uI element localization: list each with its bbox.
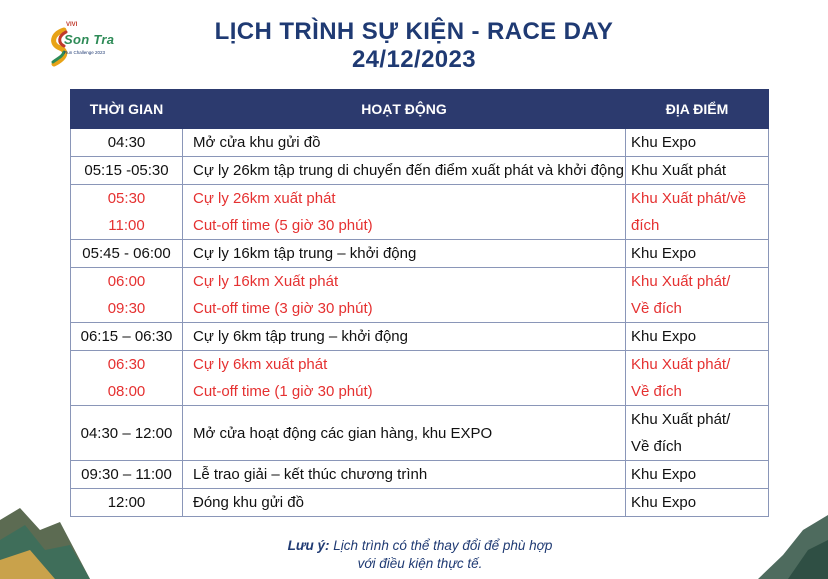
location-line1: Khu Xuất phát/về	[631, 190, 747, 207]
table-row	[71, 157, 769, 185]
location-cell: Khu Expo	[626, 240, 769, 268]
logo-brand-text: VIVI	[66, 22, 78, 28]
schedule-table	[70, 89, 769, 517]
table-row	[71, 323, 769, 351]
location-cell: Khu Xuất phát	[626, 157, 769, 185]
activity-start: Cự ly 6km xuất phát	[193, 356, 328, 373]
time-cell: 05:15 -05:30	[71, 157, 183, 185]
location-cell	[626, 351, 769, 406]
logo-wordmark: Son Tra	[64, 32, 115, 47]
table-row	[71, 129, 769, 157]
activity-start: Cự ly 26km xuất phát	[193, 190, 336, 207]
time-cell: 06:15 – 06:30	[71, 323, 183, 351]
note-line-2: với điều kiện thực tế.	[357, 556, 483, 571]
activity-cutoff: Cut-off time (3 giờ 30 phút)	[193, 300, 373, 317]
location-line2: đích	[631, 217, 660, 234]
location-cell: Khu Expo	[626, 323, 769, 351]
location-line1: Khu Xuất phát/	[631, 273, 731, 290]
mountain-decoration-right	[758, 500, 828, 579]
time-cell: 09:30 – 11:00	[71, 461, 183, 489]
time-cell	[71, 185, 183, 240]
time-cell: 04:30	[71, 129, 183, 157]
time-cell: 05:45 - 06:00	[71, 240, 183, 268]
location-cell	[626, 268, 769, 323]
time-cell	[71, 268, 183, 323]
cutoff-time: 08:00	[107, 383, 146, 400]
activity-cell: Lễ trao giải – kết thúc chương trình	[183, 461, 626, 489]
table-header-row	[71, 90, 769, 129]
activity-cell: Mở cửa khu gửi đồ	[183, 129, 626, 157]
table-row	[71, 406, 769, 461]
time-cell	[71, 351, 183, 406]
activity-cell	[183, 351, 626, 406]
location-line1: Khu Xuất phát/	[631, 356, 731, 373]
activity-cell: Mở cửa hoạt động các gian hàng, khu EXPO	[183, 406, 626, 461]
activity-cell: Cự ly 16km tập trung – khởi động	[183, 240, 626, 268]
header-activity: HOẠT ĐỘNG	[183, 90, 626, 129]
time-cell: 04:30 – 12:00	[71, 406, 183, 461]
activity-cell	[183, 268, 626, 323]
header-location: ĐỊA ĐIỂM	[626, 90, 769, 129]
location-cell: Khu Expo	[626, 129, 769, 157]
mountain-decoration-left	[0, 500, 90, 579]
start-time: 05:30	[107, 190, 146, 207]
activity-cutoff: Cut-off time (5 giờ 30 phút)	[193, 217, 373, 234]
cutoff-time: 11:00	[108, 217, 145, 234]
table-row-highlight	[71, 268, 769, 323]
activity-cutoff: Cut-off time (1 giờ 30 phút)	[193, 383, 373, 400]
note-line-1	[220, 538, 620, 553]
location-line2: Về đích	[631, 383, 682, 400]
activity-start: Cự ly 16km Xuất phát	[193, 273, 339, 290]
start-time: 06:00	[107, 273, 146, 290]
location-cell	[626, 406, 769, 461]
time-cell: 12:00	[71, 489, 183, 517]
activity-cell: Cự ly 6km tập trung – khởi động	[183, 323, 626, 351]
table-row	[71, 489, 769, 517]
location-cell	[626, 185, 769, 240]
location-line1: Khu Xuất phát/	[631, 411, 731, 428]
cutoff-time: 09:30	[107, 300, 146, 317]
location-cell: Khu Expo	[626, 461, 769, 489]
note-label: Lưu ý:	[287, 538, 330, 553]
table-row	[71, 240, 769, 268]
page-title: LỊCH TRÌNH SỰ KIỆN - RACE DAY	[214, 18, 614, 45]
table-row	[71, 461, 769, 489]
start-time: 06:30	[107, 356, 146, 373]
table-row-highlight	[71, 185, 769, 240]
logo-subtitle: Run Challenge 2023	[64, 50, 106, 55]
page-date: 24/12/2023	[351, 46, 477, 73]
location-cell: Khu Expo	[626, 489, 769, 517]
table-row-highlight	[71, 351, 769, 406]
note-text-1: Lịch trình có thể thay đổi để phù hợp	[333, 538, 553, 553]
location-line2: Về đích	[631, 300, 682, 317]
activity-cell: Cự ly 26km tập trung di chuyển đến điểm xuất phát và khởi động	[183, 157, 626, 185]
activity-cell: Đóng khu gửi đồ	[183, 489, 626, 517]
activity-cell	[183, 185, 626, 240]
header-time: THỜI GIAN	[71, 90, 183, 129]
location-line2: Về đích	[631, 438, 682, 455]
